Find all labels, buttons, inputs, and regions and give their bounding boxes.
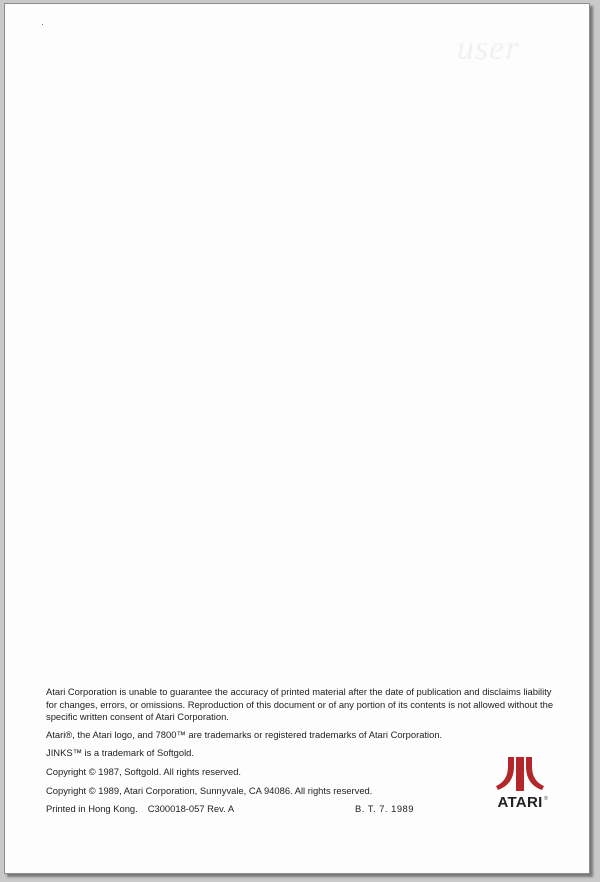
- batch-code: B. T. 7. 1989: [355, 803, 414, 815]
- atari-logo-text: ATARI: [497, 794, 543, 811]
- copyright-softgold-text: Copyright © 1987, Softgold. All rights reserved.: [46, 765, 242, 777]
- trademark-atari-text: Atari®, the Atari logo, and 7800™ are trademarks or registered trademarks of Atari Corporation.: [46, 728, 443, 740]
- legal-notice: [46, 686, 556, 822]
- copyright-atari-text: Copyright © 1989, Atari Corporation, Sunnyvale, CA 94086. All rights reserved.: [46, 784, 373, 796]
- printed-location: Printed in Hong Kong.: [46, 803, 138, 815]
- document-page: [4, 3, 590, 874]
- trademark-jinks-text: JINKS™ is a trademark of Softgold.: [46, 747, 194, 759]
- atari-logo: [496, 756, 556, 812]
- part-code: C300018-057 Rev. A: [147, 803, 235, 815]
- disclaimer-text: Atari Corporation is unable to guarantee the accuracy of printed material after the date of publication and disclaims liability for changes, errors, or omissions. Reproduction of this document or of any portion of its contents is not allowed without the specific written consent of Atari Corporation.: [46, 686, 554, 723]
- page-speck: [42, 24, 43, 25]
- printed-line: [46, 803, 556, 816]
- atari-fuji-icon: [496, 756, 544, 792]
- bleed-through-mark: user: [457, 30, 520, 67]
- registered-mark: ®: [544, 796, 548, 802]
